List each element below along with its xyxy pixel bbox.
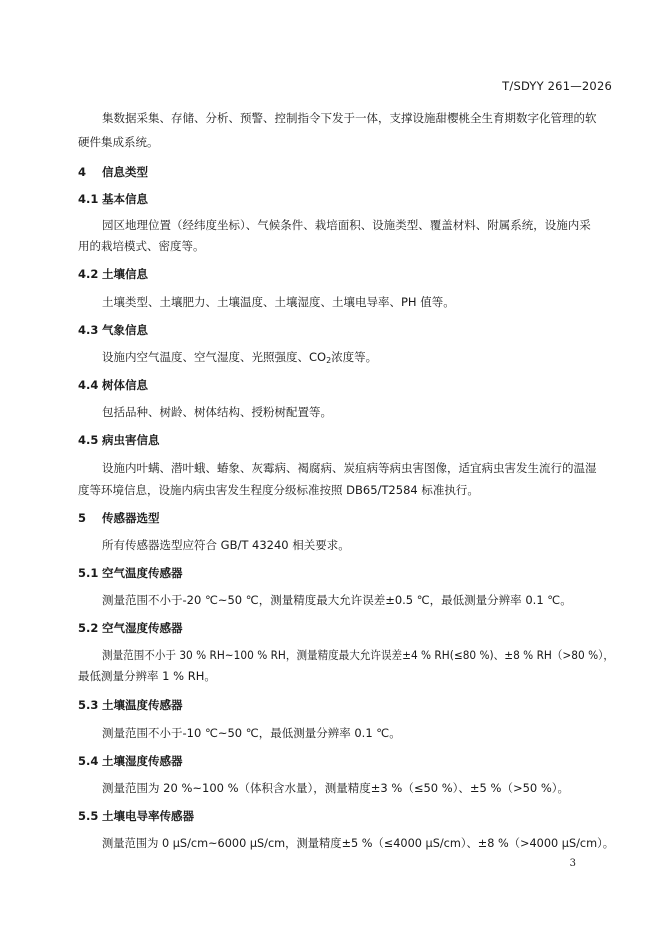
section-4-3-heading xyxy=(78,322,148,338)
section-title: 气象信息 xyxy=(102,323,148,337)
section-number: 5.2 xyxy=(78,621,99,635)
paragraph-line: 所有传感器选型应符合 GB/T 43240 相关要求。 xyxy=(102,538,350,552)
section-5-2-heading xyxy=(78,620,183,636)
section-4-2-heading xyxy=(78,266,148,282)
section-5-1-heading xyxy=(78,565,183,581)
paragraph-line: 园区地理位置（经纬度坐标）、气候条件、栽培面积、设施类型、覆盖材料、附属系统，设施内采 xyxy=(102,218,591,232)
section-title: 传感器选型 xyxy=(102,511,160,525)
section-number: 5 xyxy=(78,511,87,525)
section-title: 基本信息 xyxy=(102,192,148,206)
section-5-heading xyxy=(78,510,160,526)
section-number: 5.1 xyxy=(78,566,99,580)
paragraph-line: 测量范围不小于-10 ℃~50 ℃，最低测量分辨率 0.1 ℃。 xyxy=(102,726,401,740)
section-number: 5.5 xyxy=(78,809,99,823)
subscript: 2 xyxy=(326,356,332,365)
paragraph-line: 度等环境信息，设施内病虫害发生程度分级标准按照 DB65/T2584 标准执行。 xyxy=(78,483,479,497)
paragraph-line: 设施内叶螨、潜叶蛾、蝽象、灰霉病、褐腐病、炭疽病等病虫害图像，适宜病虫害发生流行的温湿 xyxy=(102,461,597,475)
intro-line-2: 硬件集成系统。 xyxy=(78,135,159,149)
section-5-5-heading xyxy=(78,808,194,824)
section-title: 病虫害信息 xyxy=(102,433,160,447)
paragraph-line xyxy=(102,349,377,365)
section-number: 5.3 xyxy=(78,698,99,712)
paragraph-line: 土壤类型、土壤肥力、土壤温度、土壤湿度、土壤电导率、PH 值等。 xyxy=(102,295,455,309)
paragraph-line: 最低测量分辨率 1 % RH。 xyxy=(78,669,216,683)
section-5-3-heading xyxy=(78,697,183,713)
paragraph-line: 测量范围为 20 %~100 %（体积含水量），测量精度±3 %（≤50 %）、±5 %（>50 %）。 xyxy=(102,781,570,795)
paragraph-line: 测量范围不小于-20 ℃~50 ℃，测量精度最大允许误差±0.5 ℃，最低测量分辨率 0.1 ℃。 xyxy=(102,593,572,607)
text-fragment: 设施内空气温度、空气湿度、光照强度、CO xyxy=(102,350,327,364)
section-title: 土壤湿度传感器 xyxy=(102,754,183,768)
section-title: 树体信息 xyxy=(102,378,148,392)
paragraph-line: 测量范围为 0 μS/cm~6000 μS/cm，测量精度±5 %（≤4000 μS/cm）、±8 %（>4000 μS/cm）。 xyxy=(102,836,615,850)
section-title: 土壤温度传感器 xyxy=(102,698,183,712)
section-4-4-heading xyxy=(78,377,148,393)
paragraph-line: 测量范围不小于 30 % RH~100 % RH，测量精度最大允许误差±4 % RH(≤80 %)、±8 % RH（>80 %）， xyxy=(102,648,614,662)
intro-line-1: 集数据采集、存储、分析、预警、控制指令下发于一体，支撑设施甜樱桃全生育期数字化管理的软 xyxy=(102,111,597,125)
paragraph-line: 用的栽培模式、密度等。 xyxy=(78,239,205,253)
section-title: 空气湿度传感器 xyxy=(102,621,183,635)
section-title: 空气温度传感器 xyxy=(102,566,183,580)
document-code: T/SDYY 261—2026 xyxy=(502,79,612,93)
section-number: 4.4 xyxy=(78,378,99,392)
section-title: 土壤电导率传感器 xyxy=(102,809,194,823)
section-title: 土壤信息 xyxy=(102,267,148,281)
section-number: 4.3 xyxy=(78,323,99,337)
section-number: 4.2 xyxy=(78,267,99,281)
paragraph-line: 包括品种、树龄、树体结构、授粉树配置等。 xyxy=(102,405,332,419)
section-4-1-heading xyxy=(78,191,148,207)
section-5-4-heading xyxy=(78,753,183,769)
section-title: 信息类型 xyxy=(102,165,148,179)
section-number: 4.1 xyxy=(78,192,99,206)
section-number: 4 xyxy=(78,165,87,179)
section-4-heading xyxy=(78,164,148,180)
section-4-5-heading xyxy=(78,432,160,448)
page-number: 3 xyxy=(569,858,576,869)
text-fragment: 浓度等。 xyxy=(331,350,378,364)
section-number: 5.4 xyxy=(78,754,99,768)
section-number: 4.5 xyxy=(78,433,99,447)
